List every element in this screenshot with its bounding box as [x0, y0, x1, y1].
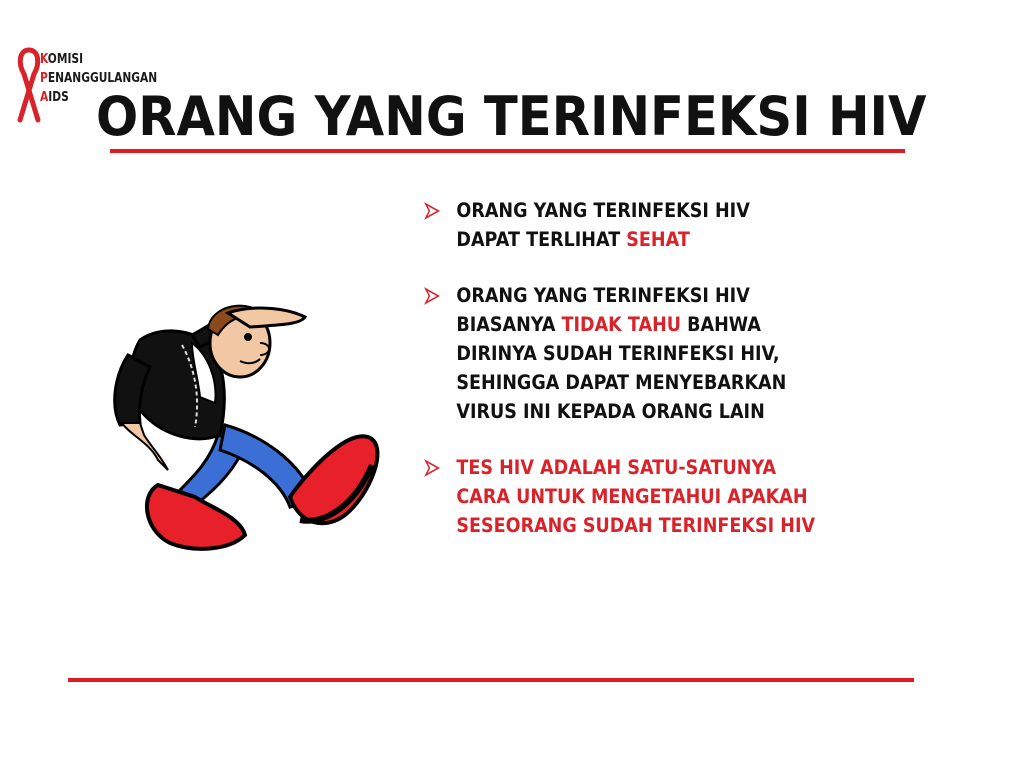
logo-initial: K	[40, 52, 48, 67]
bullet-line	[456, 196, 946, 225]
bullet-text: ORANG YANG TERINFEKSI HIV	[456, 284, 750, 307]
bullet-line	[456, 339, 946, 368]
bullet-line	[456, 310, 946, 339]
footer-rule	[68, 678, 914, 682]
logo-word: ENANGGULANGAN	[47, 71, 158, 86]
bullet-item	[424, 196, 946, 254]
logo-word: OMISI	[47, 52, 84, 67]
bullet-text: DIRINYA SUDAH TERINFEKSI HIV,	[456, 342, 780, 365]
bullet-text: BIASANYA	[456, 313, 562, 336]
bullet-item	[424, 281, 946, 426]
bullet-item	[424, 453, 946, 540]
bullet-emphasis-text: TES HIV ADALAH SATU-SATUNYA	[456, 456, 777, 479]
bullet-line	[456, 453, 946, 482]
bullet-line	[456, 281, 946, 310]
logo-line-komisi	[40, 50, 157, 69]
bullet-line	[456, 225, 946, 254]
bullet-list	[424, 196, 1004, 567]
bullet-text: ORANG YANG TERINFEKSI HIV	[456, 199, 750, 222]
bullet-text: BAHWA	[681, 313, 761, 336]
slide-title: ORANG YANG TERINFEKSI HIV	[96, 85, 927, 148]
logo-initial: A	[40, 90, 49, 105]
bullet-text: DAPAT TERLIHAT	[456, 228, 627, 251]
bullet-emphasis-text: SESEORANG SUDAH TERINFEKSI HIV	[456, 514, 816, 537]
logo-initial: P	[40, 71, 48, 86]
title-underline	[110, 149, 905, 153]
arrow-bullet-icon	[424, 202, 440, 220]
walking-man-illustration	[100, 285, 390, 570]
logo-word: IDS	[48, 90, 69, 105]
bullet-text: VIRUS INI KEPADA ORANG LAIN	[456, 400, 765, 423]
bullet-emphasis-text: TIDAK TAHU	[561, 313, 682, 336]
arrow-bullet-icon	[424, 459, 440, 477]
bullet-emphasis-text: SEHAT	[626, 228, 690, 251]
bullet-line	[456, 397, 946, 426]
bullet-emphasis-text: CARA UNTUK MENGETAHUI APAKAH	[456, 485, 808, 508]
bullet-line	[456, 511, 946, 540]
bullet-line	[456, 368, 946, 397]
arrow-bullet-icon	[424, 287, 440, 305]
bullet-text: SEHINGGA DAPAT MENYEBARKAN	[456, 371, 787, 394]
bullet-line	[456, 482, 946, 511]
